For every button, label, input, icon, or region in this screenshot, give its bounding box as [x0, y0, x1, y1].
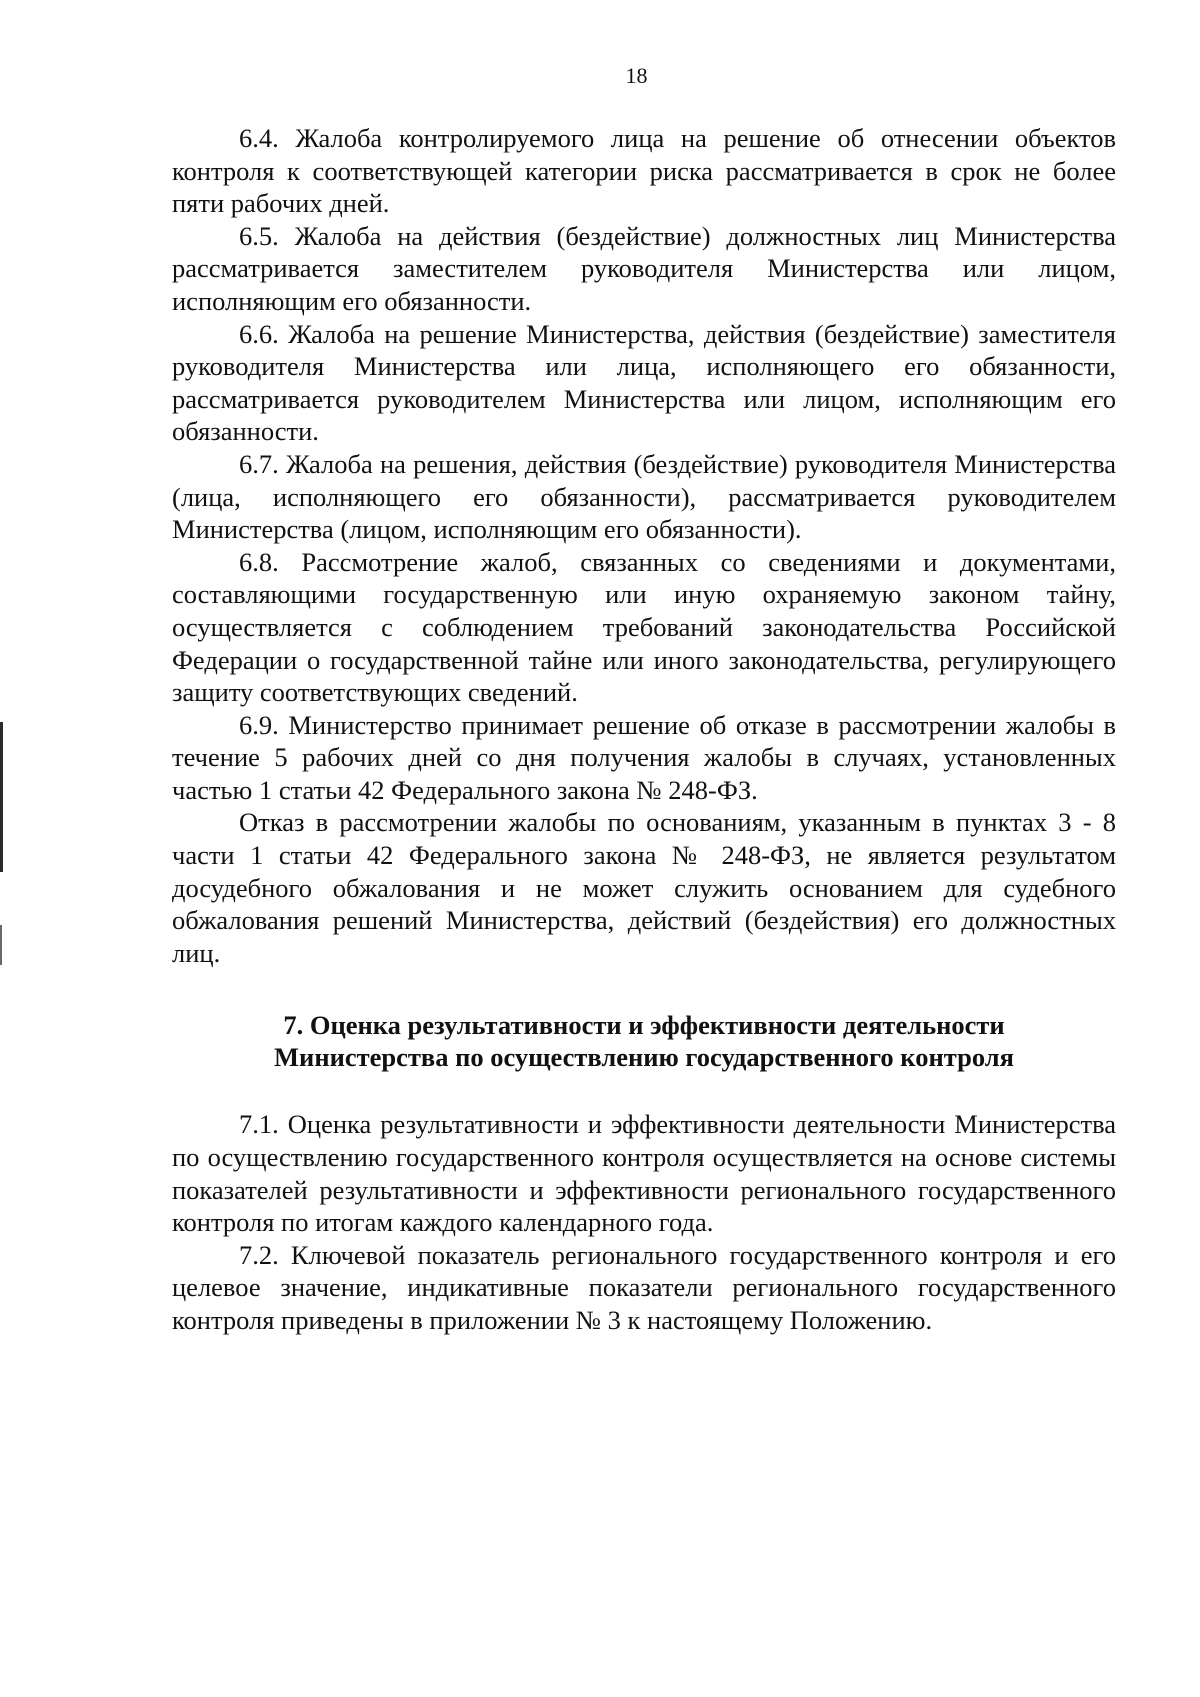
scan-margin-mark	[0, 722, 3, 872]
paragraph-6-5: 6.5. Жалоба на действия (бездействие) должностных лиц Министерства рассматривается заместителем руководителя Министерства или лицом, исполняющим его обязанности.	[172, 220, 1116, 316]
paragraph-7-1: 7.1. Оценка результативности и эффективности деятельности Министерства по осуществлению государственного контроля осуществляется на основе системы показателей результативности и эффективности регионального государственного контроля по итогам каждого календарного года.	[172, 1109, 1116, 1238]
paragraph-6-4: 6.4. Жалоба контролируемого лица на решение об отнесении объектов контроля к соответствующей категории риска рассматривается в срок не более пяти рабочих дней.	[172, 123, 1116, 219]
paragraph-refusal: Отказ в рассмотрении жалобы по основаниям, указанным в пунктах 3 - 8 части 1 статьи 42 Федерального закона № 248-ФЗ, не является результатом досудебного обжалования и не может служить основанием для судебного обжалования решений Министерства, действий (бездействия) его должностных лиц.	[172, 807, 1116, 968]
section-7-heading-line-2: Министерства по осуществлению государственного контроля	[274, 1042, 1014, 1073]
document-body	[172, 122, 1116, 1337]
section-7-heading	[172, 1009, 1116, 1073]
paragraph-7-2: 7.2. Ключевой показатель регионального государственного контроля и его целевое значение, индикативные показатели регионального государственного контроля приведены в приложении № 3 к настоящему Положению.	[172, 1239, 1116, 1335]
paragraph-6-7: 6.7. Жалоба на решения, действия (бездействие) руководителя Министерства (лица, исполняющего его обязанности), рассматривается руководителем Министерства (лицом, исполняющим его обязанности).	[172, 448, 1116, 545]
page-number: 18	[625, 63, 648, 88]
paragraph-6-8: 6.8. Рассмотрение жалоб, связанных со сведениями и документами, составляющими государственную или иную охраняемую законом тайну, осуществляется с соблюдением требований законодательства Российской Федерации о государственной тайне или иного законодательства, регулирующего защиту соответствующих сведений.	[172, 546, 1116, 708]
scan-margin-mark-lower	[0, 925, 2, 965]
section-7-heading-line-1: 7. Оценка результативности и эффективности деятельности	[283, 1010, 1005, 1041]
paragraph-6-9: 6.9. Министерство принимает решение об отказе в рассмотрении жалобы в течение 5 рабочих дней со дня получения жалобы в случаях, установленных частью 1 статьи 42 Федерального закона № 248-ФЗ.	[172, 709, 1116, 805]
paragraph-6-6: 6.6. Жалоба на решение Министерства, действия (бездействие) заместителя руководителя Министерства или лица, исполняющего его обязанности, рассматривается руководителем Министерства или лицом, исполняющим его обязанности.	[172, 318, 1116, 447]
